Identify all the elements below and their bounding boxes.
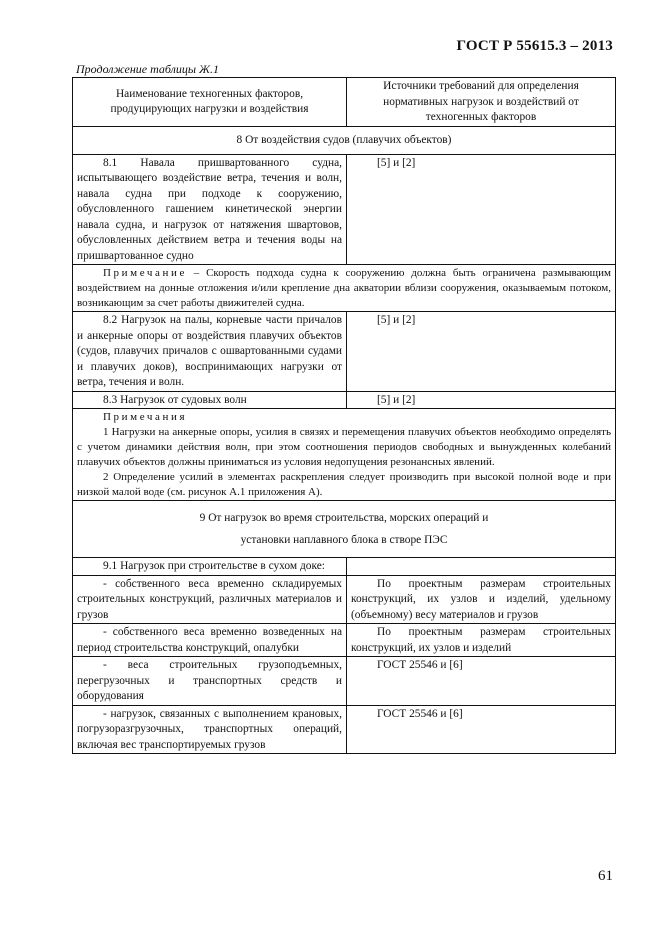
row-8-1-name: 8.1 Навала пришвартованного судна, испытывающего воздействие ветра, течения и волн, навала судна при подходе к сооружению, обусловленного гашением кинетической энергии навала судна, и нагрузок от натяжения швартовов, обусловленных действием ветра и течения воды на пришвартованное судно [73,154,347,265]
section-9-title-line-1: 9 От нагрузок во время строительства, морских операций и [199,512,489,524]
note-2: 2 Определение усилий в элементах раскрепления следует производить при высокой полной воде и при низкой малой воде (см. рисунок А.1 приложения А). [77,471,611,498]
table-row [73,657,616,706]
table-row [73,705,616,754]
column-header-factors: Наименование техногенных факторов, продуцирующих нагрузки и воздействия [73,78,347,127]
table-row [73,312,616,392]
note-1: 1 Нагрузки на анкерные опоры, усилия в связях и перемещения плавучих объектов необходимо определять с учетом динамики действия волн, при этом соотношения периодов свободных и вынужденных колебаний плавучих объектов должны приниматься из условия недопущения резонансных явлений. [77,426,611,468]
row-9-1-c-source: ГОСТ 25546 и [6] [347,657,616,706]
section-row [73,501,616,558]
row-8-3-name: 8.3 Нагрузок от судовых волн [73,391,347,409]
note-8-1 [73,265,616,312]
table-row [73,575,616,624]
row-9-1-c-name: - веса строительных грузоподъемных, перегрузочных и транспортных средств и оборудования [73,657,347,706]
table-row [73,391,616,409]
row-9-1-b-name: - собственного веса временно возведенных на период строительства конструкций, опалубки [73,624,347,657]
row-9-1-d-name: - нагрузок, связанных с выполнением крановых, погрузоразгрузочных, транспортных операций, включая вес транспортируемых грузов [73,705,347,754]
note-row [73,265,616,312]
document-id: ГОСТ Р 55615.3 – 2013 [456,38,613,54]
row-9-1-source [347,558,616,576]
row-9-1-a-source: По проектным размерам строительных конструкций, их узлов и изделий, удельному (объемному) весу материалов и грузов [347,575,616,624]
table-header-row [73,78,616,127]
note-text: – Скорость подхода судна к сооружению должна быть ограничена размывающим воздействием на донные отложения и/или крепление дна акватории вблизи сооружения, оказываемым потоком, возникающим за счет работы движителей судна. [77,267,611,309]
column-header-sources: Источники требований для определения нормативных нагрузок и воздействий от техногенных факторов [347,78,616,127]
row-8-1-source: [5] и [2] [347,154,616,265]
note-row [73,409,616,501]
notes-label: Примечания [103,411,188,423]
row-8-2-source: [5] и [2] [347,312,616,392]
section-9-title-line-2: установки наплавного блока в створе ПЭС [240,534,448,546]
row-9-1-name: 9.1 Нагрузок при строительстве в сухом доке: [73,558,347,576]
section-row [73,126,616,154]
section-8-title: 8 От воздействия судов (плавучих объектов) [73,126,616,154]
row-9-1-b-source: По проектным размерам строительных конструкций, их узлов и изделий [347,624,616,657]
note-label: Примечание [103,267,187,279]
row-9-1-d-source: ГОСТ 25546 и [6] [347,705,616,754]
row-9-1-a-name: - собственного веса временно складируемых строительных конструкций, различных материалов и грузов [73,575,347,624]
table-row [73,624,616,657]
requirements-table [72,77,616,754]
page-number: 61 [598,868,613,884]
section-9-title [73,501,616,558]
table-row [73,558,616,576]
row-8-2-name: 8.2 Нагрузок на палы, корневые части причалов и анкерные опоры от воздействия плавучих объектов (судов, плавучих причалов с ошвартованными судами и плавучих доков), воспринимающих нагрузки от ветра, течения и волн. [73,312,347,392]
notes-8-3 [73,409,616,501]
table-row [73,154,616,265]
row-8-3-source: [5] и [2] [347,391,616,409]
table-continuation-caption: Продолжение таблицы Ж.1 [76,62,220,76]
